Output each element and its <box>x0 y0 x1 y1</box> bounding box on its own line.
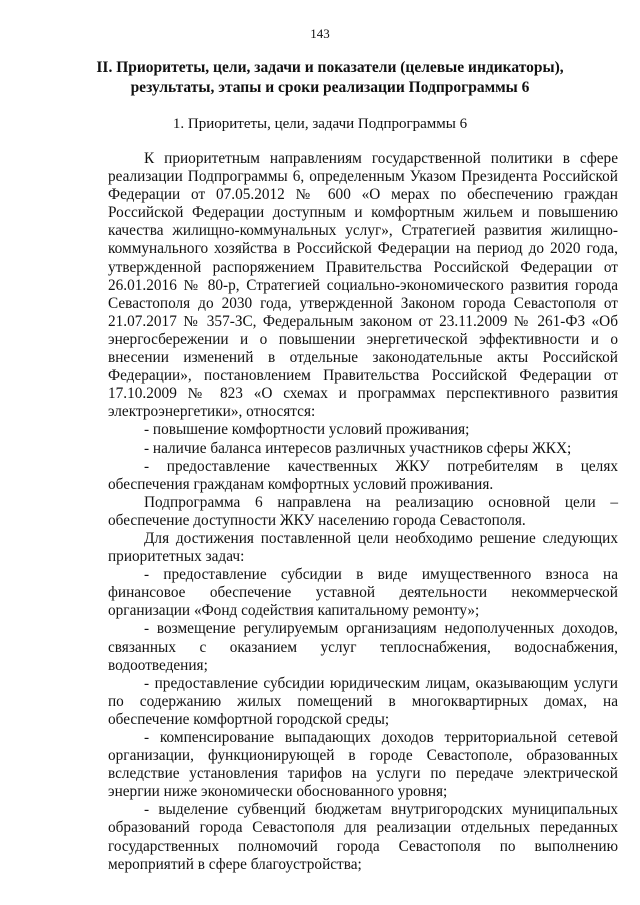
document-body <box>108 150 618 874</box>
paragraph-goal: Подпрограмма 6 направлена на реализацию основной цели – обеспечение доступности ЖКУ населению города Севастополя. <box>108 493 618 529</box>
list-item: - наличие баланса интересов различных участников сферы ЖКХ; <box>144 439 572 457</box>
list-item: - предоставление субсидии в виде имущественного взноса на финансовое обеспечение уставной деятельности некоммерческой организации «Фонд содействия капитальному ремонту»; <box>108 566 618 620</box>
paragraph-priorities: К приоритетным направлениям государственной политики в сфере реализации Подпрограммы 6, определенным Указом Президента Российской Федерации от 07.05.2012 № 600 «О мерах по обеспечению граждан Российской Федерации доступным и комфортным жильем и повышению качества жилищно-коммунальных услуг», Стратегией развития жилищно-коммунального хозяйства в Российской Федерации на период до 2020 года, утвержденной распоряжением Правительства Российской Федерации от 26.01.2016 № 80-р, Стратегией социально-экономического развития города Севастополя до 2030 года, утвержденной Законом города Севастополя от 21.07.2017 № 357-ЗС, Федеральным законом от 23.11.2009 № 261-ФЗ «Об энергосбережении и о повышении энергетической эффективности и о внесении изменений в отдельные законодательные акты Российской Федерации», постановлением Правительства Российской Федерации от 17.10.2009 № 823 «О схемах и программах перспективного развития электроэнергетики», относятся: <box>108 150 618 421</box>
paragraph-tasks-intro: Для достижения поставленной цели необходимо решение следующих приоритетных задач: <box>108 529 618 566</box>
list-item: - выделение субвенций бюджетам внутригородских муниципальных образований города Севастополя для реализации отдельных переданных государственных полномочий города Севастополя по выполнению мероприятий в сфере благоустройства; <box>108 801 618 873</box>
section-title: II. Приоритеты, цели, задачи и показатели (целевые индикаторы), результаты, этапы и сроки реализации Подпрограммы 6 <box>96 59 564 96</box>
list-item: - компенсирование выпадающих доходов территориальной сетевой организации, функционирующей в городе Севастополе, образованных вследствие установления тарифов на услуги по передаче электрической энергии ниже экономически обоснованного уровня; <box>108 729 618 801</box>
page-number: 143 <box>310 26 330 41</box>
subsection-title: 1. Приоритеты, цели, задачи Подпрограммы 6 <box>172 116 468 132</box>
list-item: - предоставление субсидии юридическим лицам, оказывающим услуги по содержанию жилых помещений в многоквартирных домах, на обеспечение комфортной городской среды; <box>108 674 618 728</box>
list-item: - предоставление качественных ЖКУ потребителям в целях обеспечения гражданам комфортных условий проживания. <box>108 457 618 493</box>
list-item: - возмещение регулируемым организациям недополученных доходов, связанных с оказанием услуг теплоснабжения, водоснабжения, водоотведения; <box>108 620 618 674</box>
list-item: - повышение комфортности условий проживания; <box>144 421 470 439</box>
